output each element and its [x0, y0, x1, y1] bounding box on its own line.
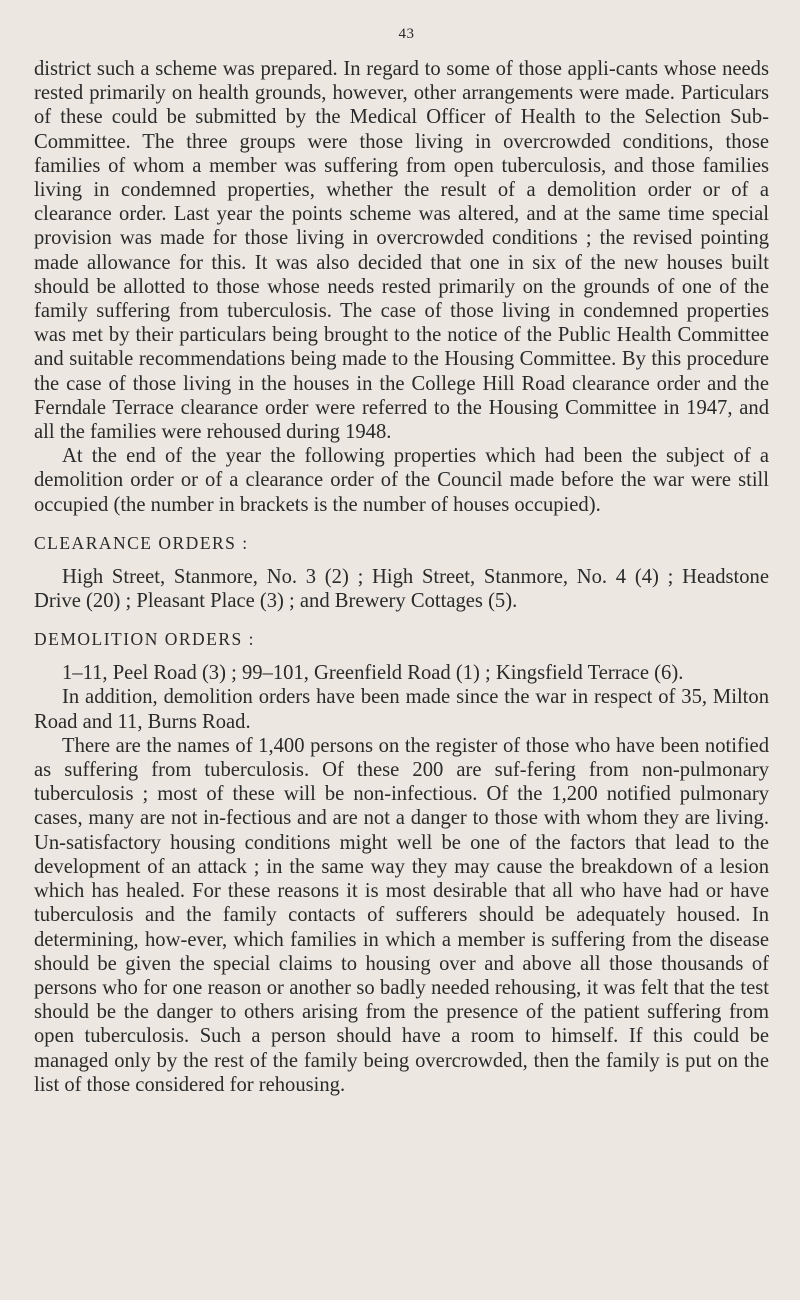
paragraph-housing-scheme: district such a scheme was prepared. In regard to some of those appli-cants whose needs rested primarily on health grounds, however, other arrangements were made. Particulars of these could be submitted by the Medical Officer of Health to the Selection Sub-Committee. The three groups were those living in overcrowded conditions, those families of whom a member was suffering from open tuberculosis, and those families living in condemned properties, whether the result of a demolition order or of a clearance order. Last year the points scheme was altered, and at the same time special provision was made for those living in overcrowded conditions ; the revised pointing made allowance for this. It was also decided that one in six of the new houses built should be allotted to those whose needs rested primarily on the grounds of one of the family suffering from tuberculosis. The case of those living in condemned properties was met by their particulars being brought to the notice of the Public Health Committee and suitable recommendations being made to the Housing Committee. By this procedure the case of those living in the houses in the College Hill Road clearance order and the Ferndale Terrace clearance order were referred to the Housing Committee in 1947, and all the families were rehoused during 1948. — [34, 58, 769, 444]
demolition-orders-heading: DEMOLITION ORDERS : — [34, 629, 255, 650]
paragraph-occupied-properties: At the end of the year the following properties which had been the subject of a demolition order or of a clearance order of the Council made before the war were still occupied (the number in brackets is the number of houses occupied). — [34, 445, 769, 516]
page-number: 43 — [398, 26, 415, 42]
clearance-orders-list: High Street, Stanmore, No. 3 (2) ; High Street, Stanmore, No. 4 (4) ; Headstone Drive (20) ; Pleasant Place (3) ; and Brewery Cottages (5). — [34, 565, 769, 613]
paragraph-postwar-demolitions: In addition, demolition orders have been made since the war in respect of 35, Milton Road and 11, Burns Road. — [34, 686, 769, 733]
paragraph-tuberculosis-register: There are the names of 1,400 persons on the register of those who have been notified as suffering from tuberculosis. Of these 200 are suf-fering from non-pulmonary tuberculosis ; most of these will be non-infectious. Of the 1,200 notified pulmonary cases, many are not in-fectious and are not a danger to those with whom they are living. Un-satisfactory housing conditions might well be one of the factors that lead to the development of an attack ; in the same way they may cause the breakdown of a lesion which has healed. For these reasons it is most desirable that all who have had or have tuberculosis and the family contacts of sufferers should be adequately housed. In determining, how-ever, which families in which a member is suffering from the disease should be given the special claims to housing over and above all those thousands of persons who for one reason or another so badly needed rehousing, it was felt that the test should be the danger to others arising from the presence of the patient suffering from open tuberculosis. Such a person should have a room to himself. If this could be managed only by the rest of the family being overcrowded, then the family is put on the list of those considered for rehousing. — [34, 734, 769, 1096]
demolition-orders-list: 1–11, Peel Road (3) ; 99–101, Greenfield Road (1) ; Kingsfield Terrace (6). — [62, 662, 684, 685]
clearance-orders-heading: CLEARANCE ORDERS : — [34, 532, 249, 553]
document-page — [34, 26, 769, 1097]
